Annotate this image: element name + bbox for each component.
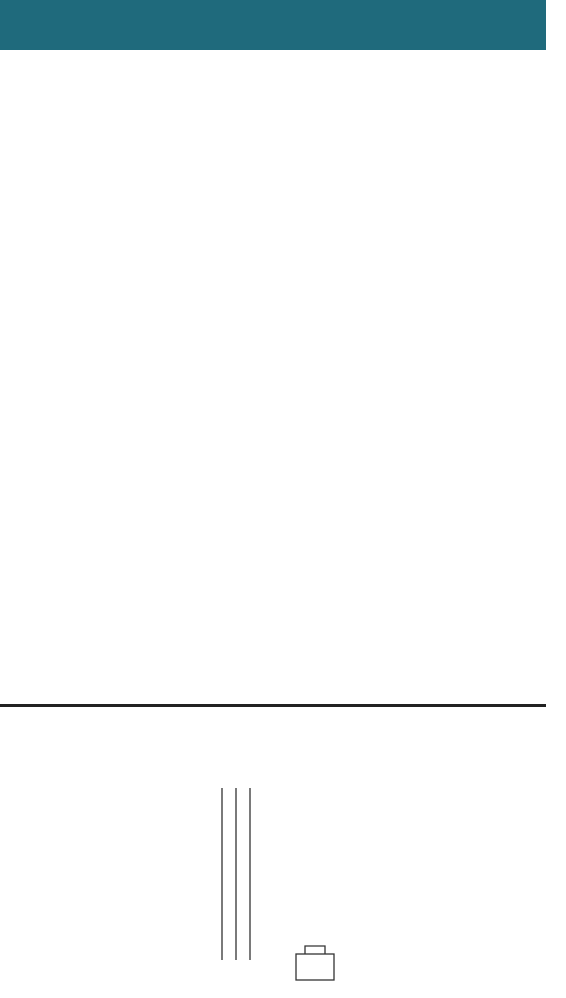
wiring-diagram [0, 710, 566, 998]
header-primary-voltage [273, 0, 373, 50]
section-divider [0, 704, 546, 707]
header-va-rating [160, 0, 232, 50]
circuit-breaker-box [296, 954, 334, 980]
circuit-breaker-cap [305, 946, 325, 954]
table-header [0, 0, 546, 50]
header-secondary-voltage [418, 0, 530, 50]
